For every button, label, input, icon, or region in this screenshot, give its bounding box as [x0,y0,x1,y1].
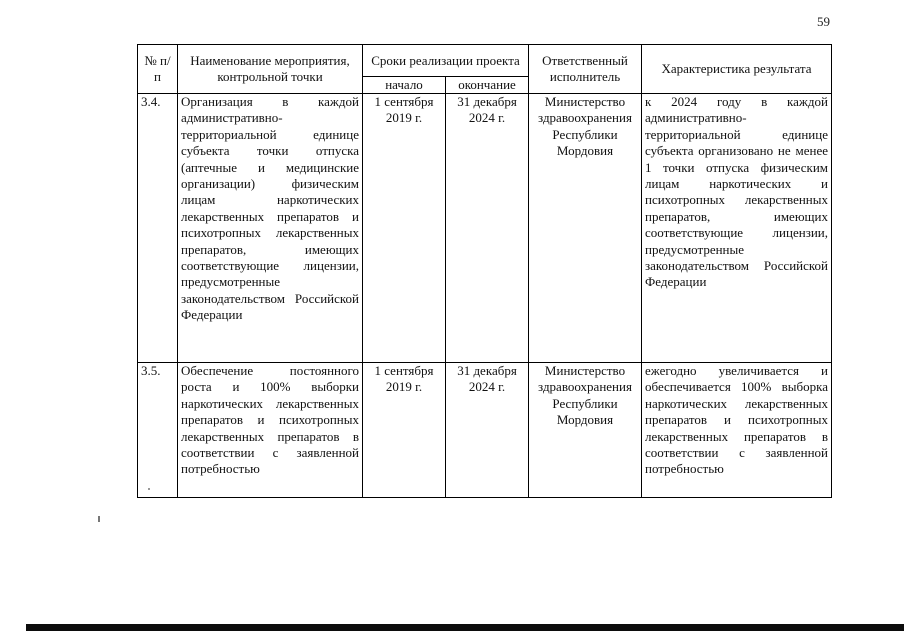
header-name: Наименование мероприятия, контрольной точки [178,45,363,94]
row-end: 31 декабря 2024 г. [446,363,529,498]
table-row [138,363,832,498]
row-end: 31 декабря 2024 г. [446,94,529,363]
header-start: начало [363,77,446,94]
row-result: ежегодно увеличивается и обеспечивается 100% выборка наркотических лекарственных препаратов и психотропных лекарственных препаратов в соответствии с заявленной потребностью [642,363,832,498]
table-header-row [138,45,832,77]
page-number: 59 [817,14,830,29]
row-start: 1 сентября 2019 г. [363,94,446,363]
row-num: 3.5. [138,363,178,498]
row-executor: Министерство здравоохранения Республики Мордовия [529,363,642,498]
header-executor: Ответственный исполнитель [529,45,642,94]
scan-speck [148,488,150,490]
row-start: 1 сентября 2019 г. [363,363,446,498]
table-row [138,94,832,363]
scan-bottom-edge [26,624,904,631]
row-name: Организация в каждой административно-территориальной единице субъекта точки отпуска (аптечные и медицинские организации) физическим лицам наркотических лекарственных препаратов и психотропных лекарственных препаратов, имеющих соответствующие лицензии, предусмотренные законодательством Российской Федерации [178,94,363,363]
header-num: № п/п [138,45,178,94]
activities-table [137,44,832,498]
header-result: Характеристика результата [642,45,832,94]
row-executor: Министерство здравоохранения Республики Мордовия [529,94,642,363]
row-name: Обеспечение постоянного роста и 100% выборки наркотических лекарственных препаратов и психотропных лекарственных препаратов в соответствии с заявленной потребностью [178,363,363,498]
row-result: к 2024 году в каждой административно-территориальной единице субъекта организовано не менее 1 точки отпуска физическим лицам наркотических и психотропных лекарственных препаратов, имеющих соответствующие лицензии, предусмотренные законодательством Российской Федерации [642,94,832,363]
scan-mark [98,516,100,522]
row-num: 3.4. [138,94,178,363]
header-end: окончание [446,77,529,94]
header-terms: Сроки реализации проекта [363,45,529,77]
